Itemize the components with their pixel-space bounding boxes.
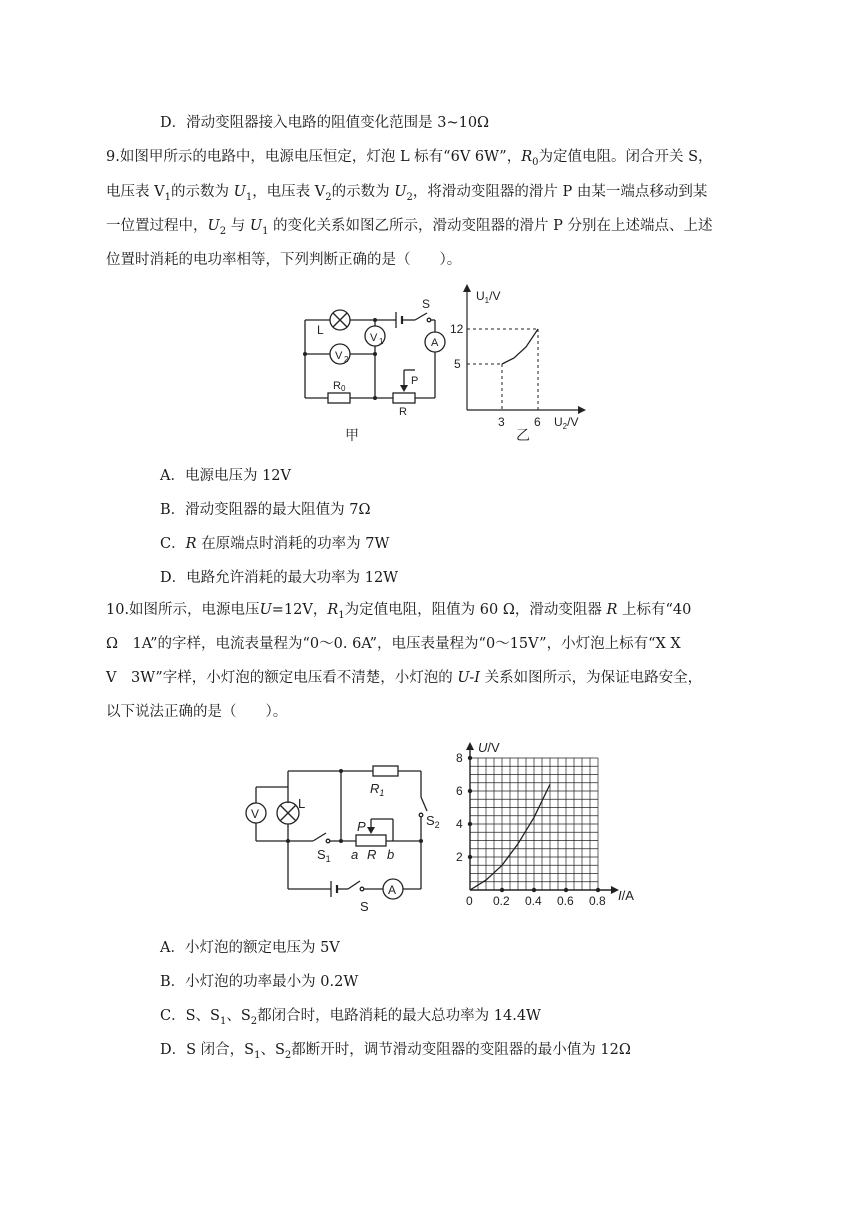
y-tick-12: 12 — [450, 322, 464, 336]
y-tick-dot — [468, 789, 472, 793]
label-P: P — [411, 375, 419, 387]
y-tick-label: 2 — [456, 850, 463, 864]
x-axis-label: $U_2/V$ — [554, 415, 579, 431]
label-S: S — [422, 297, 431, 311]
y-tick-label: 4 — [456, 817, 463, 831]
svg-text:0: 0 — [341, 384, 346, 393]
label-V2: V — [335, 350, 343, 362]
x-tick-label: 0.2 — [493, 894, 510, 908]
svg-text:1: 1 — [379, 337, 384, 346]
label-L: L — [317, 323, 324, 337]
label-S: S — [360, 899, 369, 914]
q10-graph — [448, 738, 648, 913]
q10-y-axis-label: U/V — [478, 740, 500, 755]
label-R0: R — [333, 380, 341, 392]
q10-stem-line-3: V 3W”字样，小灯泡的额定电压看不清楚，小灯泡的 U-I 关系如图所示，为保证电路安全， — [106, 670, 703, 686]
x-tick-3: 3 — [498, 415, 505, 429]
q10-stem-line-1: 10.如图所示，电源电压U=12V，$R_1$为定值电阻，阻值为 60 Ω，滑动变阻器 R 上标有“40 — [106, 602, 692, 621]
q9-curve — [502, 329, 538, 364]
q9-circuit-diagram — [295, 290, 470, 445]
x-tick-dot — [500, 888, 504, 892]
q9-option-a: A．电源电压为 12V — [160, 468, 292, 484]
q9-stem-line-4: 位置时消耗的电功率相等，下列判断正确的是（ ）。 — [106, 252, 462, 268]
x-tick-6: 6 — [534, 415, 541, 429]
label-a: a — [351, 847, 359, 862]
x-tick-label: 0.6 — [557, 894, 574, 908]
q9-stem-line-2: 电压表 $V_1$的示数为 $U_1$，电压表 $V_2$的示数为 $U_2$，将滑动变阻器的滑片 P 由某一端点移动到某 — [106, 184, 708, 203]
q10-option-b: B．小灯泡的功率最小为 0.2W — [160, 974, 359, 990]
q8-option-d: D．滑动变阻器接入电路的阻值变化范围是 3~10Ω — [160, 115, 490, 131]
label-L: L — [298, 796, 306, 811]
y-tick-dot — [468, 855, 472, 859]
svg-text:2: 2 — [344, 355, 349, 364]
q10-stem-line-2: Ω 1A”的字样，电流表量程为“0～0. 6A”，电压表量程为“0～15V”，小灯泡上标有“X X — [106, 636, 681, 652]
y-axis-label: $U_1/V$ — [476, 289, 501, 305]
q10-option-a: A．小灯泡的额定电压为 5V — [160, 940, 340, 956]
label-R: R — [367, 847, 377, 862]
q10-option-c: C．S、$S_1$、$S_2$都闭合时，电路消耗的最大总功率为 14.4W — [160, 1008, 541, 1027]
label-A: A — [431, 337, 439, 349]
q10-option-d: D．S 闭合，$S_1$、$S_2$都断开时，调节滑动变阻器的变阻器的最小值为 12Ω — [160, 1042, 631, 1061]
label-S2: $S_2$ — [426, 813, 440, 830]
x-tick-dot — [564, 888, 568, 892]
q9-option-b: B．滑动变阻器的最大阻值为 7Ω — [160, 502, 371, 518]
label-P: P — [357, 819, 366, 834]
q9-caption-yi: 乙 — [516, 427, 530, 443]
label-V: V — [251, 807, 260, 821]
x-tick-label: 0 — [466, 894, 473, 908]
label-S1: $S_1$ — [317, 847, 331, 864]
q9-caption-jia: 甲 — [345, 427, 359, 443]
x-tick-label: 0.4 — [525, 894, 542, 908]
q9-graph — [450, 282, 600, 447]
q9-option-c: C．R 在原端点时消耗的功率为 7W — [160, 536, 390, 552]
label-R: R — [399, 406, 407, 418]
y-tick-5: 5 — [454, 357, 461, 371]
y-tick-dot — [468, 756, 472, 760]
q10-circuit-diagram — [238, 755, 438, 915]
q9-stem-line-1: 9.如图甲所示的电路中，电源电压恒定，灯泡 L 标有“6V 6W”，$R_0$为定值电阻。闭合开关 S， — [106, 149, 713, 168]
y-tick-label: 8 — [456, 751, 463, 765]
x-tick-label: 0.8 — [589, 894, 606, 908]
label-V1: V — [370, 332, 378, 344]
label-b: b — [387, 847, 395, 862]
x-tick-dot — [532, 888, 536, 892]
q9-option-d: D．电路允许消耗的最大功率为 12W — [160, 570, 399, 586]
x-tick-dot — [596, 888, 600, 892]
q9-stem-line-3: 一位置过程中，$U_2$ 与 $U_1$ 的变化关系如图乙所示，滑动变阻器的滑片 P 分别在上述端点、上述 — [106, 218, 713, 237]
q10-x-axis-label: I/A — [618, 888, 634, 903]
y-tick-label: 6 — [456, 784, 463, 798]
y-tick-dot — [468, 822, 472, 826]
q10-stem-line-4: 以下说法正确的是（ ）。 — [106, 704, 288, 720]
label-A: A — [388, 883, 397, 897]
label-R1: $R_1$ — [370, 781, 385, 798]
